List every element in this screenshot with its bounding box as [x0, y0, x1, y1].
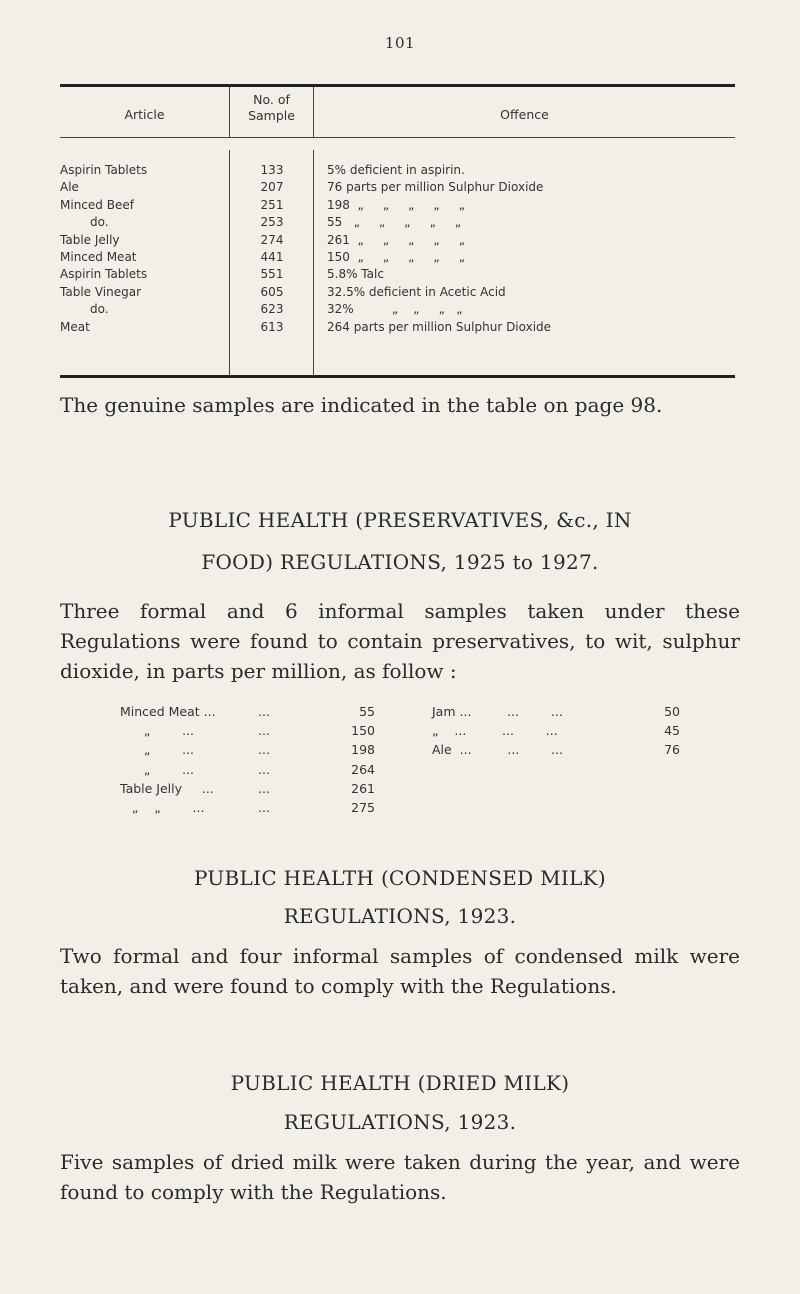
cell-sample: 613 — [260, 319, 284, 334]
preservatives-heading-line2: FOOD) REGULATIONS, 1925 to 1927. — [201, 550, 599, 574]
right-item-value: 76 — [664, 742, 680, 758]
cell-article: Ale — [60, 180, 79, 195]
cell-offence: 55 „ „ „ „ „ — [327, 215, 462, 230]
condensed-milk-heading-line1: PUBLIC HEALTH (CONDENSED MILK) — [193, 866, 606, 890]
cell-sample: 207 — [260, 180, 284, 195]
right-item-value: 45 — [664, 723, 680, 739]
list-item — [0, 723, 800, 742]
preservatives-body: Three formal and 6 informal samples taken under these Regulations were found to contain preservatives, to wit, sulphur dioxide, in parts per million, as follow : — [60, 599, 740, 683]
table-row — [0, 233, 800, 250]
left-item-name: „ ... — [120, 761, 195, 777]
cell-offence: 5.8% Talc — [327, 267, 384, 282]
table-row — [0, 215, 800, 232]
cell-article: do. — [90, 302, 109, 317]
cell-offence: 5% deficient in aspirin. — [327, 163, 465, 177]
table-body — [0, 163, 800, 337]
left-item-dots: ... — [258, 742, 270, 758]
table-row — [0, 180, 800, 197]
table-row — [0, 267, 800, 284]
left-item-value: 275 — [351, 799, 375, 815]
cell-offence: 32.5% deficient in Acetic Acid — [327, 284, 506, 299]
cell-article: Table Vinegar — [60, 284, 142, 299]
left-item-dots: ... — [258, 723, 270, 739]
header-offence: Offence — [500, 107, 549, 122]
cell-sample: 251 — [260, 197, 284, 212]
header-sample-line2: Sample — [248, 108, 295, 123]
table-row — [0, 250, 800, 267]
list-item — [0, 704, 800, 723]
table-row — [0, 285, 800, 302]
preservatives-list — [0, 704, 800, 819]
list-item — [0, 781, 800, 800]
cell-article: Aspirin Tablets — [60, 267, 148, 282]
dried-milk-heading-line2: REGULATIONS, 1923. — [283, 1110, 517, 1134]
table-bottom-rule — [60, 375, 735, 378]
list-item — [0, 742, 800, 761]
left-item-value: 198 — [351, 742, 375, 758]
left-item-value: 150 — [351, 723, 375, 739]
cell-article: Minced Beef — [60, 197, 134, 212]
cell-article: Aspirin Tablets — [60, 163, 148, 177]
table-top-rule — [60, 84, 735, 87]
left-item-name: „ ... — [120, 723, 195, 739]
page-number: 101 — [384, 34, 416, 52]
cell-article: do. — [90, 215, 109, 230]
cell-sample: 274 — [260, 232, 284, 247]
condensed-milk-heading-line2: REGULATIONS, 1923. — [283, 904, 517, 928]
cell-sample: 133 — [260, 163, 284, 177]
condensed-milk-body: Two formal and four informal samples of condensed milk were taken, and were found to comply with the Regulations. — [60, 944, 740, 998]
table-row — [0, 302, 800, 319]
list-item — [0, 762, 800, 781]
left-item-dots: ... — [258, 799, 270, 815]
left-item-value: 55 — [359, 704, 375, 719]
cell-offence: 32% „ „ „ „ — [327, 302, 463, 317]
right-item-value: 50 — [664, 704, 680, 719]
left-item-value: 264 — [351, 761, 375, 777]
table-row — [0, 198, 800, 215]
dried-milk-body: Five samples of dried milk were taken during the year, and were found to comply with the Regulations. — [60, 1150, 740, 1204]
left-item-dots: ... — [258, 761, 270, 777]
header-article: Article — [124, 107, 165, 122]
cell-offence: 198 „ „ „ „ „ — [327, 197, 465, 212]
cell-offence: 264 parts per million Sulphur Dioxide — [327, 319, 552, 334]
right-item-name: Ale ... ... ... — [432, 742, 563, 758]
cell-offence: 261 „ „ „ „ „ — [327, 232, 465, 247]
genuine-samples-note: The genuine samples are indicated in the table on page 98. — [60, 393, 663, 417]
cell-sample: 441 — [260, 249, 284, 264]
preservatives-heading-line1: PUBLIC HEALTH (PRESERVATIVES, &c., IN — [168, 508, 632, 532]
left-item-value: 261 — [351, 780, 375, 796]
cell-sample: 605 — [260, 284, 284, 299]
cell-offence: 150 „ „ „ „ „ — [327, 249, 465, 264]
left-item-name: Minced Meat ... — [120, 704, 216, 719]
table-row — [0, 163, 800, 180]
dried-milk-heading-line1: PUBLIC HEALTH (DRIED MILK) — [230, 1071, 570, 1095]
cell-sample: 623 — [260, 302, 284, 317]
right-item-name: Jam ... ... ... — [432, 704, 563, 719]
cell-sample: 253 — [260, 215, 284, 230]
cell-article: Meat — [60, 319, 90, 334]
left-item-name: „ „ ... — [120, 799, 205, 815]
cell-article: Minced Meat — [60, 249, 137, 264]
left-item-dots: ... — [258, 704, 270, 719]
cell-article: Table Jelly — [60, 232, 120, 247]
cell-sample: 551 — [260, 267, 284, 282]
header-sample-line1: No. of — [253, 92, 290, 107]
table-row — [0, 320, 800, 337]
cell-offence: 76 parts per million Sulphur Dioxide — [327, 180, 544, 195]
right-item-name: „ ... ... ... — [432, 723, 558, 739]
list-item — [0, 800, 800, 819]
left-item-dots: ... — [258, 780, 270, 796]
left-item-name: „ ... — [120, 742, 195, 758]
left-item-name: Table Jelly ... — [120, 780, 214, 796]
table-header-rule — [60, 137, 735, 138]
